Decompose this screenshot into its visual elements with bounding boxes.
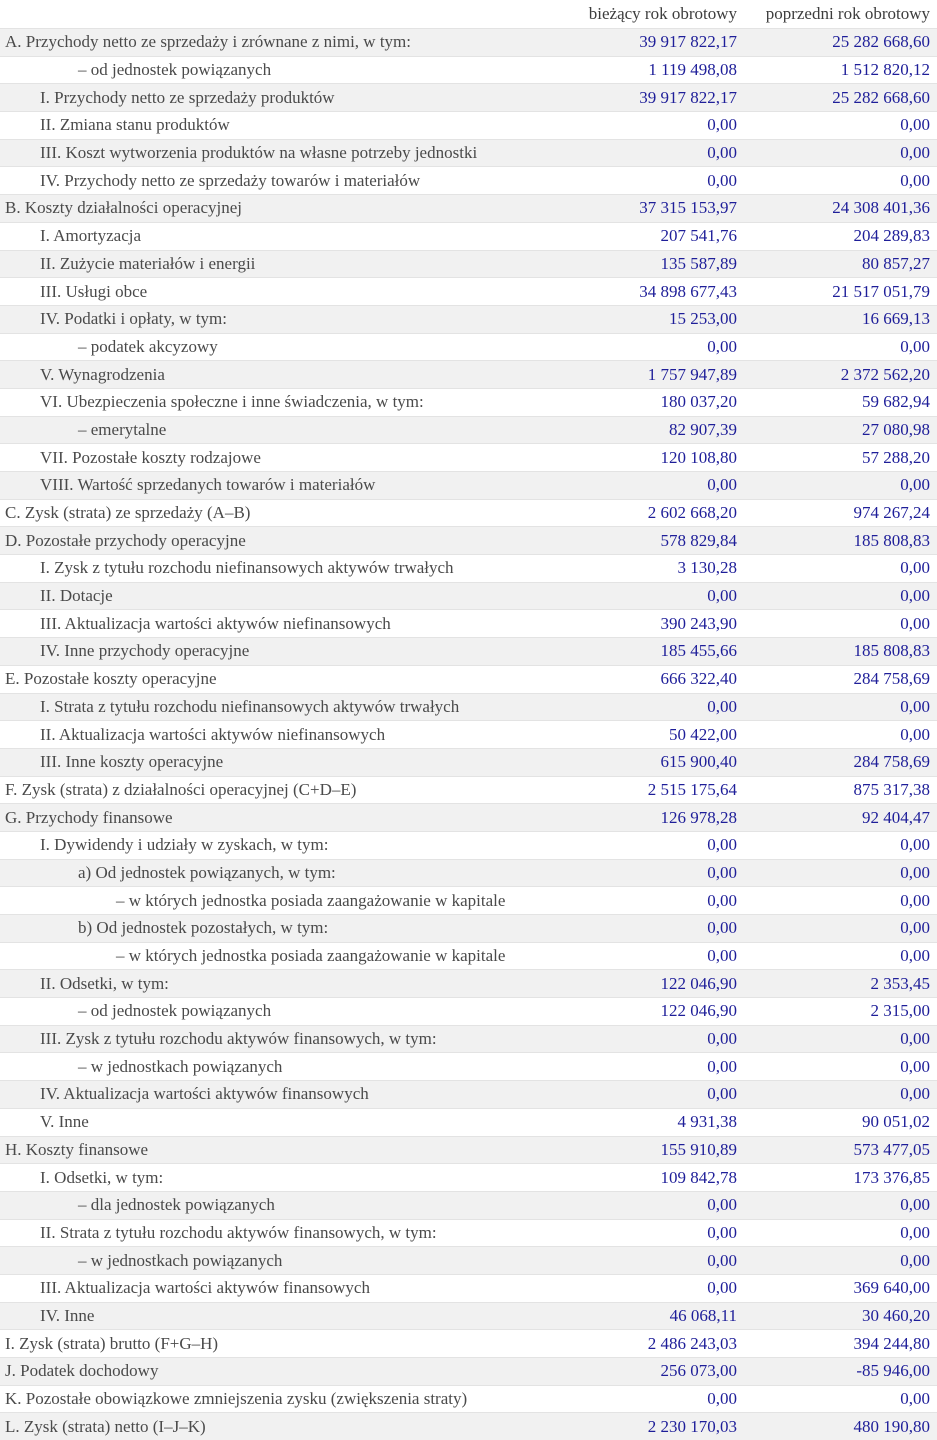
- row-label: H. Koszty finansowe: [5, 1139, 149, 1159]
- row-value-current-year: 0,00: [707, 1084, 737, 1104]
- row-label: III. Inne koszty operacyjne: [40, 752, 224, 772]
- table-row: [0, 388, 937, 416]
- row-value-previous-year: 16 669,13: [862, 309, 930, 329]
- row-label: – dla jednostek powiązanych: [78, 1195, 275, 1215]
- row-value-current-year: 3 130,28: [677, 558, 737, 578]
- row-value-current-year: 0,00: [707, 1389, 737, 1409]
- row-label: I. Zysk (strata) brutto (F+G–H): [5, 1333, 219, 1353]
- table-row: [0, 333, 937, 361]
- table-row: [0, 803, 937, 831]
- row-value-current-year: 578 829,84: [660, 530, 737, 550]
- row-label: VIII. Wartość sprzedanych towarów i materiałów: [40, 475, 376, 495]
- table-row: [0, 609, 937, 637]
- table-row: [0, 499, 937, 527]
- table-row: [0, 166, 937, 194]
- row-value-current-year: 122 046,90: [660, 1001, 737, 1021]
- row-label: – od jednostek powiązanych: [78, 60, 272, 80]
- row-value-current-year: 82 907,39: [669, 419, 737, 439]
- row-value-current-year: 615 900,40: [660, 752, 737, 772]
- row-value-current-year: 50 422,00: [669, 724, 737, 744]
- row-value-current-year: 15 253,00: [669, 309, 737, 329]
- column-header-previous-year: poprzedni rok obrotowy: [765, 4, 930, 23]
- row-label: b) Od jednostek pozostałych, w tym:: [78, 918, 329, 938]
- table-row: [0, 139, 937, 167]
- row-value-current-year: 0,00: [707, 696, 737, 716]
- table-row: [0, 582, 937, 610]
- table-row: [0, 360, 937, 388]
- row-value-current-year: 185 455,66: [660, 641, 737, 661]
- table-row: [0, 1080, 937, 1108]
- row-value-current-year: 256 073,00: [660, 1361, 737, 1381]
- row-value-previous-year: 21 517 051,79: [832, 281, 930, 301]
- row-label: – w których jednostka posiada zaangażowanie w kapitale: [116, 890, 506, 910]
- row-value-previous-year: 0,00: [900, 1250, 930, 1270]
- row-label: D. Pozostałe przychody operacyjne: [5, 530, 246, 550]
- row-label: I. Amortyzacja: [40, 226, 142, 246]
- table-row: [0, 859, 937, 887]
- row-value-current-year: 0,00: [707, 115, 737, 135]
- row-value-previous-year: 59 682,94: [862, 392, 930, 412]
- table-row: [0, 831, 937, 859]
- row-label: II. Zmiana stanu produktów: [40, 115, 230, 135]
- table-row: [0, 1385, 937, 1413]
- row-value-previous-year: 0,00: [900, 558, 930, 578]
- row-value-current-year: 120 108,80: [660, 447, 737, 467]
- table-row: [0, 471, 937, 499]
- row-label: I. Odsetki, w tym:: [40, 1167, 164, 1187]
- row-value-previous-year: 2 353,45: [870, 973, 930, 993]
- row-label: I. Przychody netto ze sprzedaży produktów: [40, 87, 335, 107]
- row-value-previous-year: 90 051,02: [862, 1112, 930, 1132]
- row-value-previous-year: 284 758,69: [853, 669, 930, 689]
- report-table-body: [0, 28, 937, 1440]
- row-value-previous-year: 0,00: [900, 613, 930, 633]
- row-value-previous-year: -85 946,00: [856, 1361, 930, 1381]
- table-row: [0, 222, 937, 250]
- row-label: L. Zysk (strata) netto (I–J–K): [5, 1416, 206, 1436]
- row-value-current-year: 1 757 947,89: [647, 364, 737, 384]
- row-value-previous-year: 25 282 668,60: [832, 32, 930, 52]
- table-row: [0, 28, 937, 56]
- row-value-current-year: 0,00: [707, 143, 737, 163]
- row-value-previous-year: 24 308 401,36: [832, 198, 930, 218]
- row-value-current-year: 0,00: [707, 918, 737, 938]
- row-value-current-year: 46 068,11: [669, 1305, 737, 1325]
- row-label: A. Przychody netto ze sprzedaży i zrównane z nimi, w tym:: [5, 32, 411, 52]
- row-value-current-year: 126 978,28: [660, 807, 737, 827]
- row-value-previous-year: 185 808,83: [853, 530, 930, 550]
- row-value-current-year: 0,00: [707, 890, 737, 910]
- row-value-current-year: 109 842,78: [660, 1167, 737, 1187]
- row-label: I. Zysk z tytułu rozchodu niefinansowych aktywów trwałych: [40, 558, 454, 578]
- row-value-previous-year: 2 372 562,20: [840, 364, 930, 384]
- table-row: [0, 886, 937, 914]
- row-label: V. Inne: [40, 1112, 89, 1132]
- table-row: [0, 1025, 937, 1053]
- table-row: [0, 1412, 937, 1440]
- table-row: [0, 250, 937, 278]
- row-value-current-year: 207 541,76: [660, 226, 737, 246]
- row-label: II. Strata z tytułu rozchodu aktywów finansowych, w tym:: [40, 1222, 437, 1242]
- table-row: [0, 748, 937, 776]
- row-value-previous-year: 573 477,05: [853, 1139, 930, 1159]
- row-value-previous-year: 0,00: [900, 890, 930, 910]
- row-value-previous-year: 2 315,00: [870, 1001, 930, 1021]
- row-value-previous-year: 0,00: [900, 1195, 930, 1215]
- row-label: – od jednostek powiązanych: [78, 1001, 272, 1021]
- row-value-previous-year: 25 282 668,60: [832, 87, 930, 107]
- table-header-row: [0, 0, 937, 28]
- column-header-current-year: bieżący rok obrotowy: [588, 4, 737, 23]
- row-label: III. Koszt wytworzenia produktów na własne potrzeby jednostki: [40, 143, 478, 163]
- row-value-previous-year: 204 289,83: [853, 226, 930, 246]
- table-row: [0, 1357, 937, 1385]
- row-value-previous-year: 974 267,24: [853, 503, 930, 523]
- row-value-current-year: 37 315 153,97: [639, 198, 737, 218]
- table-row: [0, 443, 937, 471]
- row-value-current-year: 0,00: [707, 835, 737, 855]
- row-value-previous-year: 394 244,80: [853, 1333, 930, 1353]
- row-value-current-year: 0,00: [707, 1056, 737, 1076]
- table-row: [0, 914, 937, 942]
- table-row: [0, 1329, 937, 1357]
- row-value-previous-year: 30 460,20: [862, 1305, 930, 1325]
- table-row: [0, 776, 937, 804]
- row-value-previous-year: 0,00: [900, 724, 930, 744]
- row-value-previous-year: 185 808,83: [853, 641, 930, 661]
- row-label: IV. Aktualizacja wartości aktywów finansowych: [40, 1084, 369, 1104]
- row-value-current-year: 0,00: [707, 586, 737, 606]
- row-value-previous-year: 0,00: [900, 862, 930, 882]
- row-label: II. Dotacje: [40, 586, 113, 606]
- table-row: [0, 637, 937, 665]
- row-value-current-year: 0,00: [707, 862, 737, 882]
- table-row: [0, 56, 937, 84]
- row-label: – podatek akcyzowy: [78, 336, 218, 356]
- row-value-current-year: 2 515 175,64: [647, 779, 737, 799]
- table-row: [0, 83, 937, 111]
- row-value-current-year: 0,00: [707, 336, 737, 356]
- row-value-previous-year: 0,00: [900, 918, 930, 938]
- row-value-previous-year: 0,00: [900, 336, 930, 356]
- row-label: III. Aktualizacja wartości aktywów finansowych: [40, 1278, 370, 1298]
- table-row: [0, 277, 937, 305]
- row-label: IV. Inne przychody operacyjne: [40, 641, 250, 661]
- row-value-current-year: 0,00: [707, 1250, 737, 1270]
- row-value-current-year: 666 322,40: [660, 669, 737, 689]
- row-label: B. Koszty działalności operacyjnej: [5, 198, 242, 218]
- row-value-previous-year: 0,00: [900, 1389, 930, 1409]
- row-value-current-year: 0,00: [707, 946, 737, 966]
- row-label: VII. Pozostałe koszty rodzajowe: [40, 447, 261, 467]
- table-row: [0, 1219, 937, 1247]
- row-value-current-year: 0,00: [707, 1222, 737, 1242]
- row-label: III. Usługi obce: [40, 281, 148, 301]
- table-row: [0, 526, 937, 554]
- row-label: – w jednostkach powiązanych: [78, 1056, 283, 1076]
- row-label: I. Strata z tytułu rozchodu niefinansowych aktywów trwałych: [40, 696, 460, 716]
- table-row: [0, 969, 937, 997]
- row-label: – w jednostkach powiązanych: [78, 1250, 283, 1270]
- row-label: G. Przychody finansowe: [5, 807, 173, 827]
- row-label: IV. Podatki i opłaty, w tym:: [40, 309, 227, 329]
- row-value-previous-year: 0,00: [900, 696, 930, 716]
- row-label: II. Aktualizacja wartości aktywów niefinansowych: [40, 724, 386, 744]
- row-label: IV. Inne: [40, 1305, 95, 1325]
- row-value-previous-year: 0,00: [900, 143, 930, 163]
- row-value-previous-year: 0,00: [900, 170, 930, 190]
- table-row: [0, 1136, 937, 1164]
- row-value-previous-year: 0,00: [900, 1056, 930, 1076]
- row-value-current-year: 2 486 243,03: [647, 1333, 737, 1353]
- row-label: I. Dywidendy i udziały w zyskach, w tym:: [40, 835, 329, 855]
- row-label: C. Zysk (strata) ze sprzedaży (A–B): [5, 503, 251, 523]
- row-value-previous-year: 92 404,47: [862, 807, 930, 827]
- row-value-previous-year: 0,00: [900, 475, 930, 495]
- row-label: K. Pozostałe obowiązkowe zmniejszenia zysku (zwiększenia straty): [5, 1389, 468, 1409]
- table-row: [0, 1246, 937, 1274]
- table-row: [0, 111, 937, 139]
- row-value-current-year: 2 230 170,03: [647, 1416, 737, 1436]
- row-label: II. Zużycie materiałów i energii: [40, 253, 256, 273]
- row-value-current-year: 0,00: [707, 475, 737, 495]
- row-value-previous-year: 0,00: [900, 1029, 930, 1049]
- row-value-previous-year: 57 288,20: [862, 447, 930, 467]
- table-row: [0, 720, 937, 748]
- table-row: [0, 1191, 937, 1219]
- row-label: J. Podatek dochodowy: [5, 1361, 159, 1381]
- table-row: [0, 1302, 937, 1330]
- row-value-previous-year: 0,00: [900, 946, 930, 966]
- row-value-current-year: 122 046,90: [660, 973, 737, 993]
- row-value-current-year: 0,00: [707, 170, 737, 190]
- row-label: II. Odsetki, w tym:: [40, 973, 169, 993]
- table-row: [0, 305, 937, 333]
- row-value-previous-year: 369 640,00: [853, 1278, 930, 1298]
- row-value-current-year: 0,00: [707, 1029, 737, 1049]
- row-value-current-year: 0,00: [707, 1278, 737, 1298]
- row-label: III. Zysk z tytułu rozchodu aktywów finansowych, w tym:: [40, 1029, 437, 1049]
- row-label: III. Aktualizacja wartości aktywów niefinansowych: [40, 613, 391, 633]
- row-value-previous-year: 173 376,85: [853, 1167, 930, 1187]
- table-row: [0, 693, 937, 721]
- row-value-current-year: 155 910,89: [660, 1139, 737, 1159]
- row-label: F. Zysk (strata) z działalności operacyjnej (C+D–E): [5, 779, 357, 799]
- row-value-current-year: 135 587,89: [660, 253, 737, 273]
- row-value-previous-year: 0,00: [900, 835, 930, 855]
- row-value-current-year: 180 037,20: [660, 392, 737, 412]
- row-value-current-year: 1 119 498,08: [648, 60, 737, 80]
- table-row: [0, 1274, 937, 1302]
- table-row: [0, 942, 937, 970]
- table-row: [0, 1108, 937, 1136]
- row-value-current-year: 39 917 822,17: [639, 87, 737, 107]
- table-row: [0, 1052, 937, 1080]
- row-label: IV. Przychody netto ze sprzedaży towarów i materiałów: [40, 170, 421, 190]
- table-row: [0, 665, 937, 693]
- row-value-current-year: 390 243,90: [660, 613, 737, 633]
- row-value-previous-year: 284 758,69: [853, 752, 930, 772]
- row-value-previous-year: 1 512 820,12: [840, 60, 930, 80]
- row-label: V. Wynagrodzenia: [40, 364, 165, 384]
- row-value-previous-year: 80 857,27: [862, 253, 930, 273]
- row-value-current-year: 0,00: [707, 1195, 737, 1215]
- table-row: [0, 1163, 937, 1191]
- row-value-previous-year: 0,00: [900, 1084, 930, 1104]
- row-value-current-year: 39 917 822,17: [639, 32, 737, 52]
- row-label: – w których jednostka posiada zaangażowanie w kapitale: [116, 946, 506, 966]
- row-value-current-year: 34 898 677,43: [639, 281, 737, 301]
- row-value-previous-year: 0,00: [900, 115, 930, 135]
- table-row: [0, 554, 937, 582]
- row-value-previous-year: 480 190,80: [853, 1416, 930, 1436]
- table-row: [0, 997, 937, 1025]
- row-value-current-year: 2 602 668,20: [647, 503, 737, 523]
- row-value-previous-year: 875 317,38: [853, 779, 930, 799]
- row-label: – emerytalne: [78, 419, 167, 439]
- table-row: [0, 416, 937, 444]
- row-label: E. Pozostałe koszty operacyjne: [5, 669, 217, 689]
- row-label: VI. Ubezpieczenia społeczne i inne świadczenia, w tym:: [40, 392, 424, 412]
- row-value-current-year: 4 931,38: [677, 1112, 737, 1132]
- row-value-previous-year: 0,00: [900, 586, 930, 606]
- table-row: [0, 194, 937, 222]
- row-value-previous-year: 0,00: [900, 1222, 930, 1242]
- row-label: a) Od jednostek powiązanych, w tym:: [78, 862, 336, 882]
- row-value-previous-year: 27 080,98: [862, 419, 930, 439]
